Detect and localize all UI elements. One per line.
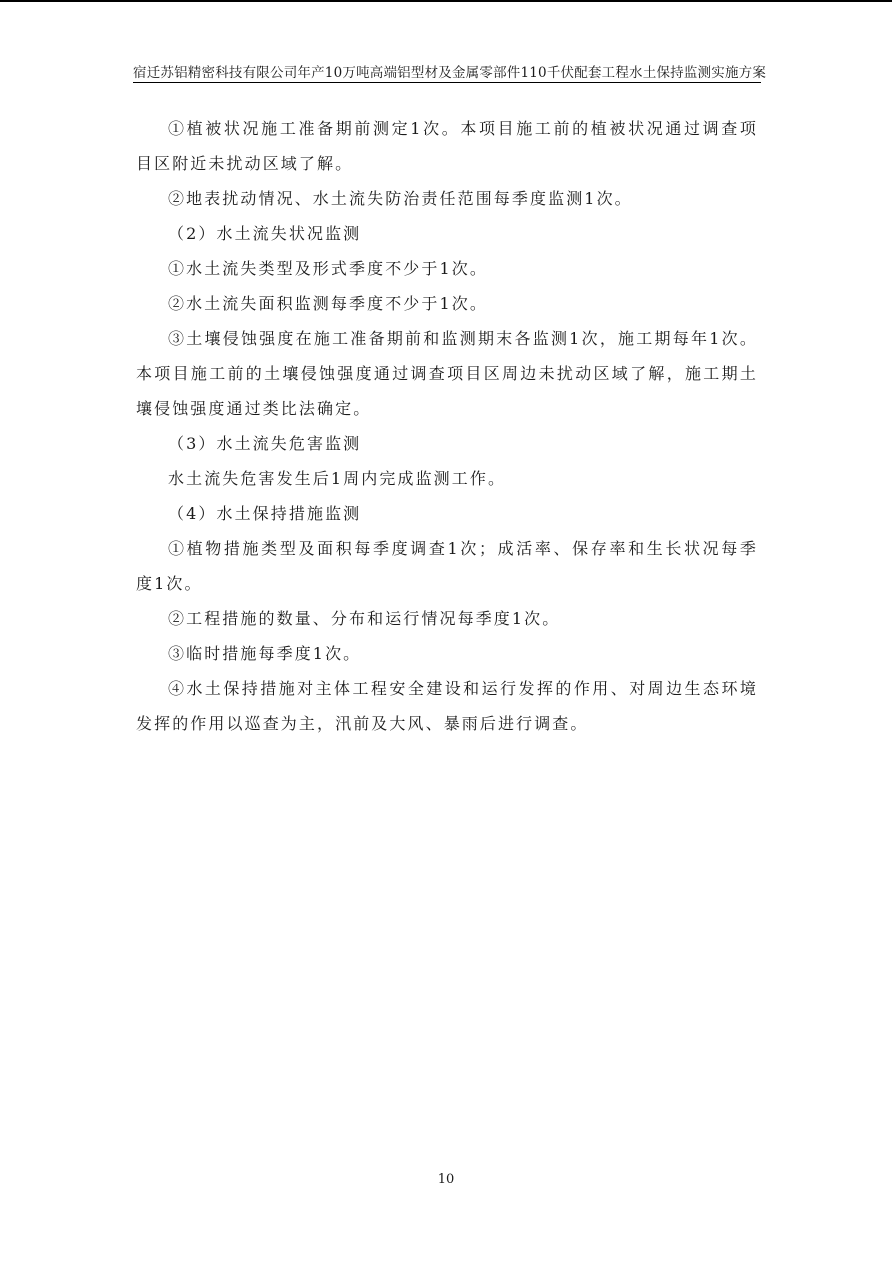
section-heading-soil-loss-hazard: （3）水土流失危害监测 <box>168 434 362 453</box>
section-heading-measures-monitoring: （4）水土保持措施监测 <box>168 504 362 523</box>
paragraph-measures-effect: ④水土保持措施对主体工程安全建设和运行发挥的作用、对周边生态环境发挥的作用以巡查为主，汛前及大风、暴雨后进行调查。 <box>136 679 758 733</box>
document-body <box>136 111 758 741</box>
header-rule <box>133 82 761 83</box>
page-number: 10 <box>437 1172 455 1187</box>
page-top-border <box>0 0 892 2</box>
paragraph-erosion-intensity: ③土壤侵蚀强度在施工准备期前和监测期末各监测1次，施工期每年1次。本项目施工前的土壤侵蚀强度通过调查项目区周边未扰动区域了解，施工期土壤侵蚀强度通过类比法确定。 <box>136 329 758 418</box>
paragraph-soil-loss-area: ②水土流失面积监测每季度不少于1次。 <box>168 294 488 313</box>
paragraph-temporary-measures: ③临时措施每季度1次。 <box>168 644 362 663</box>
paragraph-engineering-measures: ②工程措施的数量、分布和运行情况每季度1次。 <box>168 609 561 628</box>
paragraph-hazard-monitoring: 水土流失危害发生后1周内完成监测工作。 <box>168 469 507 488</box>
section-heading-soil-loss-status: （2）水土流失状况监测 <box>168 224 362 243</box>
page-header-title: 宿迁苏铝精密科技有限公司年产10万吨高端铝型材及金属零部件110千伏配套工程水土保持监测实施方案 <box>133 65 767 81</box>
paragraph-vegetation: ①植被状况施工准备期前测定1次。本项目施工前的植被状况通过调查项目区附近未扰动区域了解。 <box>136 119 758 173</box>
paragraph-soil-loss-type: ①水土流失类型及形式季度不少于1次。 <box>168 259 488 278</box>
paragraph-plant-measures: ①植物措施类型及面积每季度调查1次；成活率、保存率和生长状况每季度1次。 <box>136 539 758 593</box>
paragraph-surface-disturbance: ②地表扰动情况、水土流失防治责任范围每季度监测1次。 <box>168 189 633 208</box>
